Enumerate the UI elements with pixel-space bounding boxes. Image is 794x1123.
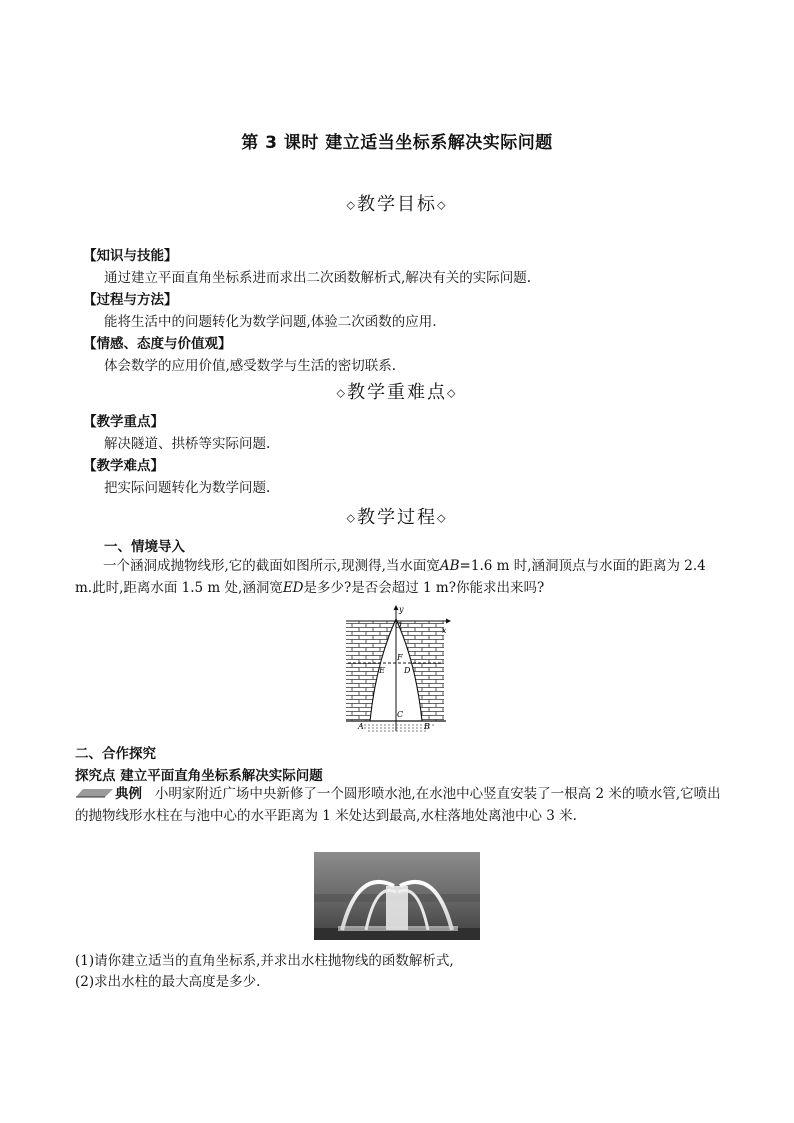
example-label: 典例	[115, 786, 142, 802]
part1-text-b: =1.6 m 时,涵洞顶点与水面的距离为 2.4 m.此时,距离水面 1.5 m 处,涵洞宽	[75, 558, 706, 596]
part1-paragraph	[75, 555, 723, 599]
goal-label-attitude: 【情感、态度与价值观】	[83, 336, 232, 352]
section-heading-process	[0, 503, 794, 529]
diamond-icon: ◇	[336, 386, 347, 400]
section-heading-keypoints	[0, 378, 794, 404]
keypoint-label-difficulty: 【教学难点】	[83, 458, 164, 474]
explore-heading: 探究点 建立平面直角坐标系解决实际问题	[75, 768, 323, 784]
label-b: B	[424, 722, 430, 731]
example-text: 小明家附近广场中央新修了一个圆形喷水池,在水池中心竖直安装了一根高 2 米的喷水管,它喷出的抛物线形水柱在与池中心的水平距离为 1 米处达到最高,水柱落地处离池中心 3 米.	[75, 786, 721, 824]
culvert-figure	[338, 603, 456, 738]
y-arrow-icon	[394, 605, 399, 610]
fountain-photo	[314, 852, 480, 940]
water-lines	[360, 725, 434, 731]
label-c: C	[397, 710, 404, 719]
label-y: y	[399, 605, 404, 614]
goal-text-knowledge: 通过建立平面直角坐标系进而求出二次函数解析式,解决有关的实际问题.	[104, 270, 532, 286]
example-paragraph	[75, 783, 723, 827]
part2-heading: 二、合作探究	[75, 746, 156, 762]
label-d: D	[404, 666, 411, 675]
x-arrow-icon	[446, 619, 451, 624]
part1-text-a: 一个涵洞成抛物线形,它的截面如图所示,现测得,当水面宽	[103, 558, 440, 574]
section-heading-goals	[0, 190, 794, 216]
label-o: O	[395, 621, 402, 630]
diamond-icon: ◇	[437, 511, 448, 525]
section-goals-text: 教学目标	[357, 194, 437, 215]
label-a: A	[358, 722, 364, 731]
part1-text-c: 是多少?是否会超过 1 m?你能求出来吗?	[303, 580, 545, 596]
keypoint-text-difficulty: 把实际问题转化为数学问题.	[104, 480, 271, 496]
diamond-icon: ◇	[346, 198, 357, 212]
diamond-icon: ◇	[437, 198, 448, 212]
label-e: E	[379, 666, 385, 675]
example-banner-icon	[75, 787, 115, 799]
center-jet	[386, 886, 408, 930]
diamond-icon: ◇	[447, 386, 458, 400]
question-1: (1)请你建立适当的直角坐标系,并求出水柱抛物线的函数解析式,	[75, 953, 454, 969]
var-ed: ED	[282, 580, 304, 596]
section-keypoints-text: 教学重难点	[347, 382, 447, 403]
pool-edge	[338, 926, 458, 931]
page-title: 第 3 课时 建立适当坐标系解决实际问题	[241, 133, 553, 153]
goal-text-attitude: 体会数学的应用价值,感受数学与生活的密切联系.	[104, 358, 397, 374]
goal-text-process: 能将生活中的问题转化为数学问题,体验二次函数的应用.	[104, 314, 437, 330]
label-x: x	[442, 626, 447, 635]
part1-heading: 一、情境导入	[104, 539, 185, 555]
keypoint-label-focus: 【教学重点】	[83, 414, 164, 430]
var-ab: AB	[439, 558, 460, 574]
section-process-text: 教学过程	[357, 507, 437, 528]
diamond-icon: ◇	[346, 511, 357, 525]
goal-label-knowledge: 【知识与技能】	[83, 248, 178, 264]
question-2: (2)求出水柱的最大高度是多少.	[75, 974, 261, 990]
keypoint-text-focus: 解决隧道、拱桥等实际问题.	[104, 436, 271, 452]
label-f: F	[397, 653, 403, 662]
goal-label-process: 【过程与方法】	[83, 292, 178, 308]
